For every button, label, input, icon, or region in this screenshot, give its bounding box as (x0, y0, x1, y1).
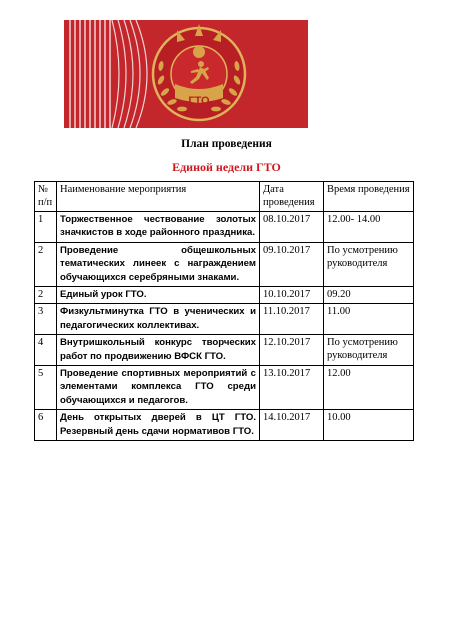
row-event: Физкультминутка ГТО в ученических и педагогических коллективах. (57, 304, 260, 335)
row-event: Внутришкольный конкурс творческих работ по продвижению ВФСК ГТО. (57, 335, 260, 366)
gto-banner-logo (64, 20, 308, 128)
emblem-text: ГТО (188, 95, 210, 107)
row-time: По усмотрению руководителя (324, 242, 414, 286)
row-num: 5 (35, 366, 57, 410)
row-date: 08.10.2017 (260, 212, 324, 243)
table-row (35, 287, 414, 304)
row-date: 11.10.2017 (260, 304, 324, 335)
table-header-row (35, 182, 414, 212)
row-time: По усмотрению руководителя (324, 335, 414, 366)
row-date: 14.10.2017 (260, 410, 324, 441)
table-row (35, 304, 414, 335)
row-num: 4 (35, 335, 57, 366)
row-num: 2 (35, 287, 57, 304)
header-num: № п/п (35, 182, 57, 212)
row-event: Торжественное чествование золотых значкистов в ходе районного праздника. (57, 212, 260, 243)
header-name: Наименование мероприятия (57, 182, 260, 212)
table-row (35, 212, 414, 243)
row-event: Единый урок ГТО. (57, 287, 260, 304)
row-num: 1 (35, 212, 57, 243)
row-time: 11.00 (324, 304, 414, 335)
table-row (35, 242, 414, 286)
row-date: 09.10.2017 (260, 242, 324, 286)
header-time: Время проведения (324, 182, 414, 212)
table-row (35, 410, 414, 441)
row-event: День открытых дверей в ЦТ ГТО. Резервный день сдачи нормативов ГТО. (57, 410, 260, 441)
plan-table (34, 181, 414, 441)
row-num: 3 (35, 304, 57, 335)
row-num: 6 (35, 410, 57, 441)
row-event: Проведение спортивных мероприятий с элементами комплекса ГТО среди обучающихся и педагогов. (57, 366, 260, 410)
row-time: 10.00 (324, 410, 414, 441)
table-row (35, 335, 414, 366)
row-time: 12.00- 14.00 (324, 212, 414, 243)
heading-line2: Единой недели ГТО (172, 160, 281, 174)
row-num: 2 (35, 242, 57, 286)
row-date: 12.10.2017 (260, 335, 324, 366)
header-date: Дата проведения (260, 182, 324, 212)
row-event: Проведение общешкольных тематических линеек с награждением обучающихся серебряными знаками. (57, 242, 260, 286)
row-date: 10.10.2017 (260, 287, 324, 304)
heading-line1: План проведения (181, 138, 272, 150)
row-date: 13.10.2017 (260, 366, 324, 410)
row-time: 12.00 (324, 366, 414, 410)
row-time: 09.20 (324, 287, 414, 304)
table-row (35, 366, 414, 410)
